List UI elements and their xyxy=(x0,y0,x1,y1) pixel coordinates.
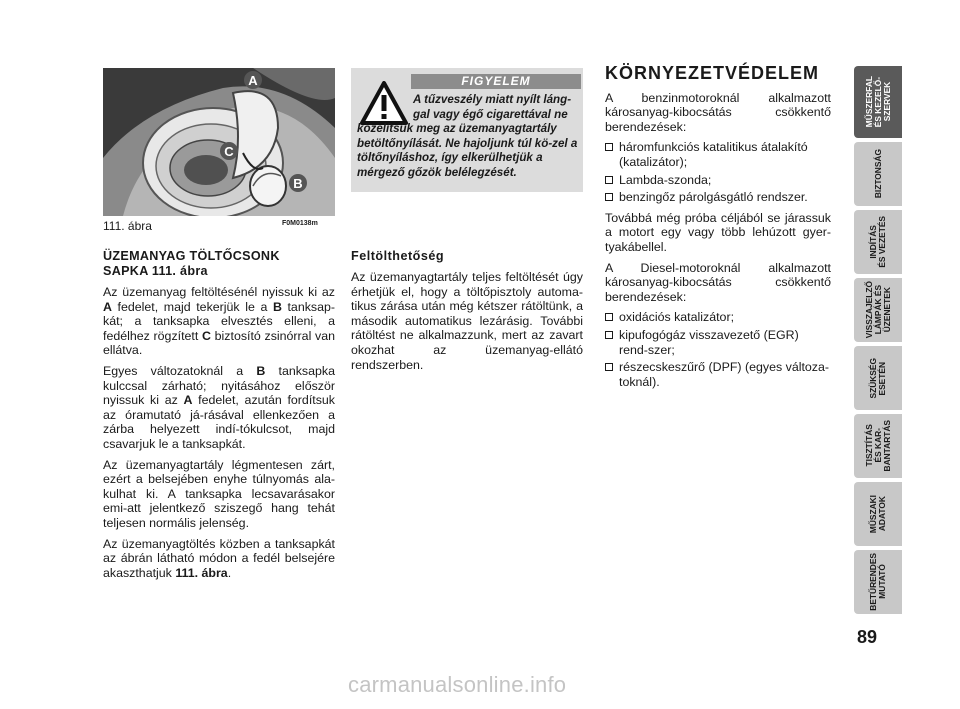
warning-text: A tűzveszély miatt nyílt láng- gal vagy égő cigarettával ne közelítsük meg az üzemanyagtartály betöltőnyílását. Ne hajoljunk túl kö-zel a töltőnyíláshoz, így elkerülhetjük a mérgező gőzök belélegzését. xyxy=(357,93,578,179)
list-item: oxidációs katalizátor; xyxy=(605,310,831,325)
tab-index[interactable]: BETŰRENDES MUTATÓ xyxy=(854,550,902,614)
paragraph: Az üzemanyag feltöltésénél nyissuk ki az A fedelet, majd tekerjük le a B tanksap-kát; a tanksapka elvesztés elleni, a fedélhez rögzített C biztosító zsinórral van ellátva. xyxy=(103,285,336,358)
paragraph: Egyes változatoknál a B tanksapka kulccsal zárható; nyitásához először nyissuk ki az A fedelet, azután fordítsuk az óramutató já-rásával ellenkezően a zárba helyezett indí-tókulcsot, majd csavarjuk le a tanksapkát. xyxy=(103,363,335,451)
tab-warning-lights[interactable]: VISSZAJELZŐ LÁMPÁK ÉS ÜZENETEK xyxy=(854,278,902,342)
callout-c: C xyxy=(224,144,234,159)
paragraph: Az üzemanyagtartály légmentesen zárt, ezért a belsejében enyhe túlnyomás ala-kulhat ki. A tanksapka lecsavarásakor emi-att jelentkező sziszegő hang tehát teljesen normális jelenség. xyxy=(103,457,335,530)
list-item: benzingőz párolgásgátló rendszer. xyxy=(605,190,831,205)
tab-starting-driving[interactable]: INDÍTÁS ÉS VEZETÉS xyxy=(854,210,902,274)
tab-emergency[interactable]: SZÜKSÉG ESETÉN xyxy=(854,346,902,410)
paragraph: Az üzemanyagtöltés közben a tanksapkát az ábrán látható módon a fedél belsejére akaszthatjuk 111. ábra. xyxy=(103,536,335,580)
paragraph: A Diesel-motoroknál alkalmazott károsanyag-kibocsátás csökkentő berendezések: xyxy=(605,260,831,304)
list-item: kipufogógáz visszavezető (EGR) rend-szer; xyxy=(605,328,831,357)
section-title: KÖRNYEZETVÉDELEM xyxy=(605,63,820,83)
page-number: 89 xyxy=(857,627,878,647)
tab-cleaning-maintenance[interactable]: TISZTÍTÁS ÉS KAR- BANTARTÁS xyxy=(854,414,902,478)
callout-b: B xyxy=(293,176,303,191)
diesel-devices-list xyxy=(605,310,831,389)
list-item: Lambda-szonda; xyxy=(605,173,831,188)
list-item: részecskeszűrő (DPF) (egyes változa-toknál). xyxy=(605,360,831,389)
figure-code: F0M0138m xyxy=(282,220,318,227)
paragraph: Az üzemanyagtartály teljes feltöltését úgy érhetjük el, hogy a töltőpisztoly automa-tikus zárása után még kétszer rátöltünk, a második automatikus lezárásig. További rátöltést ne alkalmazzunk, mert az zavart okozhat az üzemanyag-ellátó rendszerben. xyxy=(351,270,583,372)
callout-a: A xyxy=(248,73,258,88)
paragraph: A benzinmotoroknál alkalmazott károsanyag-kibocsátás csökkentő berendezések: xyxy=(605,90,831,134)
tab-technical-data[interactable]: MŰSZAKI ADATOK xyxy=(854,482,902,546)
fuel-cap-figure xyxy=(103,68,335,216)
watermark: carmanualsonline.info xyxy=(348,672,567,697)
fuel-cap-section xyxy=(103,249,335,586)
fill-capacity-section xyxy=(351,249,583,378)
section-heading: Feltölthetőség xyxy=(351,249,445,263)
figure-callouts xyxy=(103,68,335,216)
petrol-devices-list xyxy=(605,140,831,204)
warning-label: FIGYELEM xyxy=(411,74,581,89)
list-item: háromfunkciós katalitikus átalakító (katalizátor); xyxy=(605,140,831,169)
tab-dashboard-controls[interactable]: MŰSZERFAL ÉS KEZELŐ- SZERVEK xyxy=(854,66,902,138)
tab-safety[interactable]: BIZTONSÁG xyxy=(854,142,902,206)
section-heading: ÜZEMANYAG TÖLTŐCSONK SAPKA 111. ábra xyxy=(103,249,280,278)
environment-section xyxy=(605,63,831,395)
paragraph: Továbbá még próba céljából se járassuk a motort egy vagy több lehúzott gyer-tyakábellel. xyxy=(605,210,831,254)
warning-box xyxy=(351,68,583,192)
figure-caption: 111. ábra xyxy=(103,219,152,233)
